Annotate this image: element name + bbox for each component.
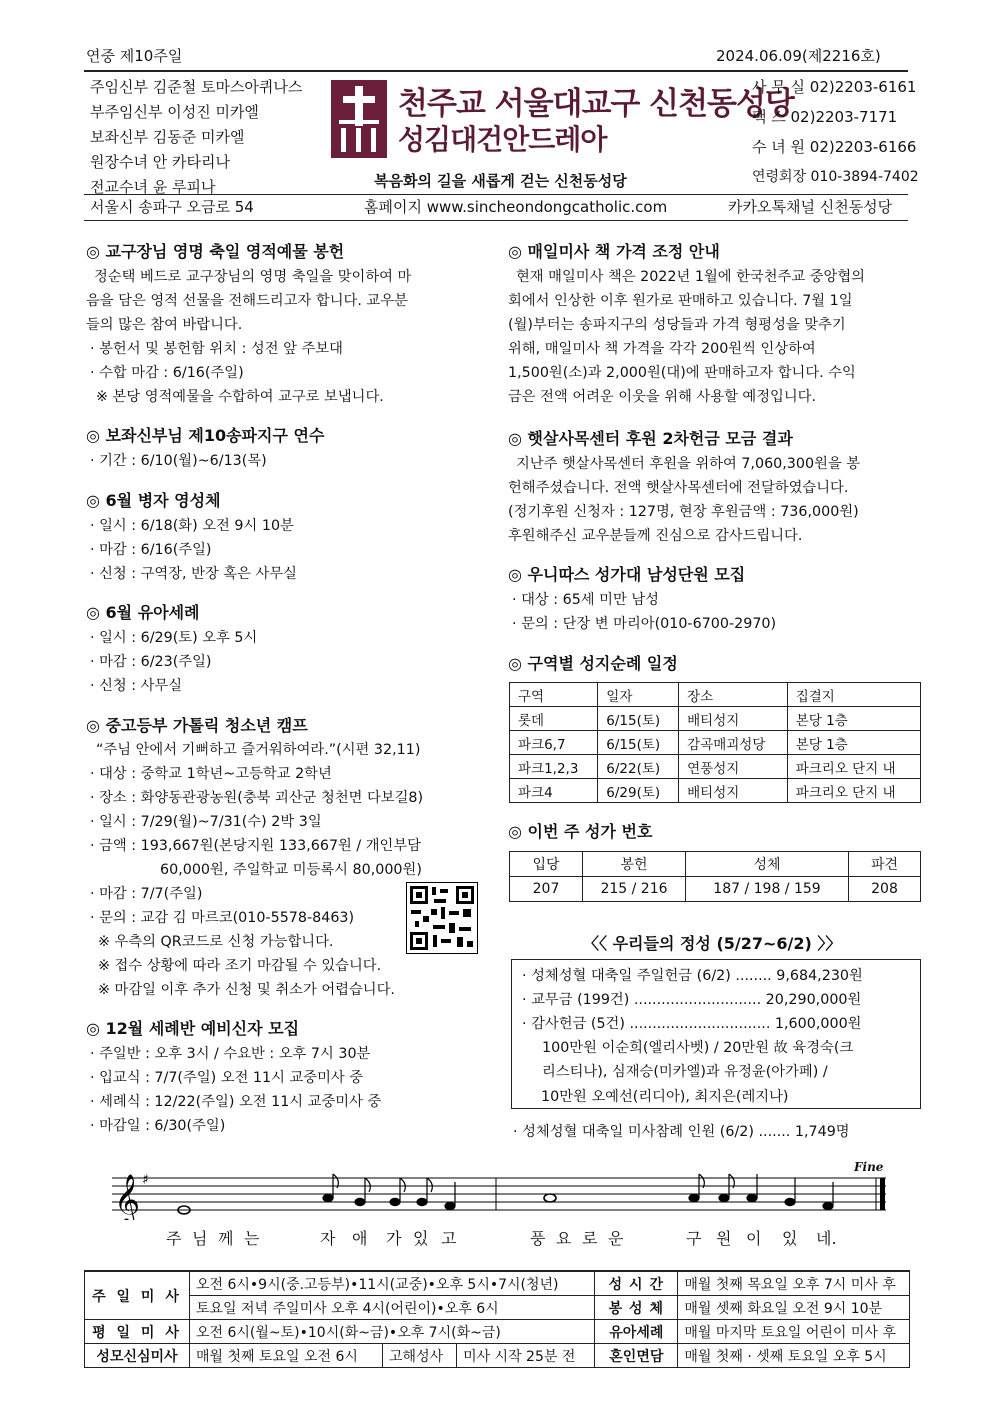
staff-item: 주임신부 김준철 토마스아퀴나스 [90,78,303,96]
table-row [85,1344,910,1368]
body-line: ※ 접수 상황에 따라 조기 마감될 수 있습니다. [98,958,382,974]
staff-list [90,75,302,200]
body-line: · 주일반 : 오후 3시 / 수요반 : 오후 7시 30분 [90,1046,371,1062]
table-cell: 187 / 198 / 159 [686,877,849,902]
contact-item: 팩 스 02)2203-7171 [752,108,898,126]
table-row [510,755,921,779]
table-cell: 6/22(토) [598,755,679,779]
table-cell: 207 [510,877,583,902]
offering-item: · 교무금 (199건) ............................ 20,290,000원 [522,992,862,1008]
schedule-label: 평 일 미 사 [85,1320,190,1344]
section-title: ◎ 우니따스 성가대 남성단원 모집 [508,565,746,584]
section-body [512,588,776,636]
section-body [90,514,297,586]
lyric-syllable: 풍 [530,1229,546,1248]
body-line: ※ 우측의 QR코드로 신청 가능합니다. [98,934,334,950]
table-row [85,1271,910,1296]
staff-item: 보좌신부 김동준 미카엘 [90,128,245,146]
body-line: · 입교식 : 7/7(주일) 오전 11시 교중미사 중 [90,1070,364,1086]
table-cell: 배티성지 [679,707,788,731]
table-cell: 215 / 216 [583,877,686,902]
table-row [510,731,921,755]
table-header: 장소 [679,683,788,707]
lyric-syllable: 구 [686,1229,702,1248]
section-title: ◎ 교구장님 영명 축일 영적예물 봉헌 [86,242,345,261]
body-line: · 일시 : 6/29(토) 오후 5시 [90,630,258,646]
table-cell: 감곡매괴성당 [679,731,788,755]
body-line: · 신청 : 구역장, 반장 혹은 사무실 [90,566,297,582]
offering-title: 〈〈 우리들의 정성 (5/27~6/2) 〉〉 [583,934,842,953]
offering-item: · 감사헌금 (5건) ............................... 1,600,000원 [522,1016,862,1032]
table-cell: 파크리오 단지 내 [787,755,920,779]
section-body [86,265,486,409]
section-title: ◎ 중고등부 가톨릭 청소년 캠프 [86,716,308,735]
hymn-table [509,851,921,902]
church-logo [331,80,387,158]
body-line: 1,500원(소)과 2,000원(대)에 판매하고자 합니다. 수익 [508,365,856,381]
body-line: 지난주 햇살사목센터 후원을 위하여 7,060,300원을 봉 [516,456,861,472]
contact-item: 연령회장 010-3894-7402 [752,169,919,185]
week-label: 연중 제10주일 [86,47,183,65]
section-title: ◎ 매일미사 책 가격 조정 안내 [508,242,720,261]
body-line: · 금액 : 193,667원(본당지원 133,667원 / 개인부담 [90,838,421,854]
body-line: · 마감일 : 6/30(주일) [90,1118,226,1134]
section-title: ◎ 6월 유아세례 [86,603,200,622]
fine-label: Fine [854,1160,884,1174]
offering-item: 10만원 오예선(리디아), 최지은(레지나) [541,1089,789,1105]
table-cell: 파크리오 단지 내 [787,779,920,803]
lyric-syllable: 자 [320,1229,336,1248]
table-cell: 6/15(토) [598,731,679,755]
body-line: 60,000원, 주일학교 미등록시 80,000원) [160,862,422,878]
schedule-label: 혼인면담 [595,1344,678,1368]
body-line: · 문의 : 단장 변 마리아(010-6700-2970) [512,616,777,632]
section-body [508,265,865,409]
staff-item: 원장수녀 안 카타리나 [90,153,230,171]
contact-list [752,72,919,192]
table-header: 파견 [849,852,921,877]
body-line: 금은 전액 어려운 이웃을 위해 사용할 예정입니다. [508,389,817,405]
section-title: ◎ 햇살사목센터 후원 2차헌금 모금 결과 [508,429,793,448]
lyric-syllable: 님 [192,1229,208,1248]
body-line: 들의 많은 참여 바랍니다. [86,317,243,333]
table-cell: 파크6,7 [510,731,598,755]
body-line: · 장소 : 화양동관광농원(충북 괴산군 청천면 다보길8) [90,790,424,806]
lyric-syllable: 로 [582,1229,598,1248]
schedule-value: 오전 6시(월~토)•10시(화~금)•오후 7시(화~금) [190,1320,595,1344]
body-line: 정순택 베드로 교구장님의 영명 축일을 맞이하여 마 [94,269,412,285]
schedule-table [84,1270,910,1368]
table-row [510,877,921,902]
body-line: ※ 본당 영적예물을 수합하여 교구로 보냅니다. [96,389,384,405]
table-cell: 6/29(토) [598,779,679,803]
section-body [90,626,257,698]
lyric-syllable: 는 [244,1229,260,1248]
section-body [90,1042,381,1138]
body-line: 위해, 매일미사 책 가격을 각각 200원씩 인상하여 [508,341,816,357]
address: 서울시 송파구 오금로 54 [90,198,254,216]
table-header: 집결지 [787,683,920,707]
table-cell: 본당 1층 [787,707,920,731]
table-cell: 롯데 [510,707,598,731]
offering-item: · 성체성혈 대축일 주일헌금 (6/2) ........ 9,684,230원 [522,968,863,984]
staff-item: 부주임신부 이성진 미카엘 [90,103,259,121]
body-line: 현재 매일미사 책은 2022년 1월에 한국천주교 중앙협의 [516,269,865,285]
schedule-value: 오전 6시•9시(중.고등부)•11시(교중)•오후 5시•7시(청년) [190,1271,595,1296]
qr-code[interactable] [406,882,478,954]
table-cell: 파크4 [510,779,598,803]
church-subtitle: 성김대건안드레아 [398,123,607,156]
schedule-label: 성모신심미사 [85,1344,190,1368]
table-cell: 배티성지 [679,779,788,803]
schedule-label: 유아세례 [595,1320,678,1344]
lyric-syllable: 네. [816,1229,837,1248]
table-header-row [510,852,921,877]
lyric-syllable: 께 [218,1229,234,1248]
offering-item: 100만원 이순희(엘리사벳) / 20만원 故 육경숙(크 [542,1040,854,1056]
body-line: “주님 안에서 기뻐하고 즐거워하여라.”(시편 32,11) [96,742,421,758]
body-line: · 봉헌서 및 봉헌함 위치 : 성전 앞 주보대 [90,341,343,357]
lyric-syllable: 가 [386,1229,402,1248]
offering-item: 리스티나), 심재승(미카엘)과 유정윤(아가페) / [542,1064,828,1080]
schedule-value: 매월 셋째 화요일 오전 9시 10분 [678,1296,910,1320]
section-body [508,452,860,548]
body-line: ※ 마감일 이후 추가 신청 및 취소가 어렵습니다. [98,982,395,998]
lyric-syllable: 있 [413,1229,429,1248]
treble-clef-icon: 𝄞 [114,1174,141,1220]
table-cell: 6/15(토) [598,707,679,731]
attendance-line: · 성체성혈 대축일 미사참례 인원 (6/2) ....... 1,749명 [513,1124,850,1140]
schedule-value: 매월 첫째 토요일 오전 6시 [190,1344,383,1368]
table-header: 일자 [598,683,679,707]
lyric-syllable: 주 [166,1229,182,1248]
schedule-label: 주 일 미 사 [85,1271,190,1320]
lyric-syllable: 있 [782,1229,798,1248]
table-cell: 연풍성지 [679,755,788,779]
contact-item: 사 무 실 02)2203-6161 [752,78,917,96]
schedule-label: 봉 성 체 [595,1296,678,1320]
pilgrimage-table [509,682,921,803]
music-staff [110,1160,890,1220]
staff-item: 전교수녀 윤 루피나 [90,178,216,196]
body-line: · 세례식 : 12/22(주일) 오전 11시 교중미사 중 [90,1094,382,1110]
section-title: ◎ 보좌신부님 제10송파지구 연수 [86,426,325,445]
body-line: 회에서 인상한 이후 원가로 판매하고 있습니다. 7월 1일 [508,293,853,309]
body-line: 후원해주신 교우분들께 진심으로 감사드립니다. [508,528,803,544]
schedule-value: 미사 시작 25분 전 [457,1344,595,1368]
body-line: · 수합 마감 : 6/16(주일) [90,365,244,381]
lyric-syllable: 고 [441,1229,457,1248]
body-line: 음을 담은 영적 선물을 전해드리고자 합니다. 교우분 [86,293,408,309]
body-line: (정기후원 신청자 : 127명, 현장 후원금액 : 736,000원) [508,504,859,520]
table-header: 구역 [510,683,598,707]
body-line: · 마감 : 7/7(주일) [90,886,203,902]
issue-date: 2024.06.09(제2216호) [716,47,881,65]
table-cell: 파크1,2,3 [510,755,598,779]
lyrics [110,1226,890,1250]
table-row [85,1296,910,1320]
schedule-value: 매월 마지막 토요일 어린이 미사 후 [678,1320,910,1344]
section-title: ◎ 12월 세례반 예비신자 모집 [86,1019,300,1038]
body-line: · 신청 : 사무실 [90,678,183,694]
body-line: · 마감 : 6/16(주일) [90,542,212,558]
body-line: · 일시 : 7/29(월)~7/31(수) 2박 3일 [90,814,322,830]
section-body [90,738,423,1002]
table-header: 봉헌 [583,852,686,877]
schedule-label: 성 시 간 [595,1271,678,1296]
contact-item: 수 녀 원 02)2203-6166 [752,138,917,156]
homepage-link[interactable]: 홈페이지 www.sincheondongcatholic.com [364,198,668,216]
body-line: · 대상 : 65세 미만 남성 [512,592,659,608]
body-line: · 기간 : 6/10(월)~6/13(목) [90,453,267,469]
church-title: 천주교 서울대교구 신천동성당 [398,86,794,122]
body-line: · 마감 : 6/23(주일) [90,654,212,670]
table-header: 입당 [510,852,583,877]
schedule-value: 매월 첫째 목요일 오후 7시 미사 후 [678,1271,910,1296]
body-line: · 문의 : 교감 김 마르코(010-5578-8463) [90,910,355,926]
section-body [90,449,267,473]
table-cell: 본당 1층 [787,731,920,755]
lyric-syllable: 요 [556,1229,572,1248]
lyric-syllable: 애 [352,1229,368,1248]
sharp-icon: ♯ [142,1172,149,1188]
body-line: · 일시 : 6/18(화) 오전 9시 10분 [90,518,294,534]
section-title: ◎ 구역별 성지순례 일정 [508,654,678,673]
lyric-syllable: 원 [716,1229,732,1248]
schedule-value: 토요일 저녁 주일미사 오후 4시(어린이)•오후 6시 [190,1296,595,1320]
schedule-value: 고해성사 [383,1344,457,1368]
table-row [85,1320,910,1344]
schedule-value: 매월 첫째 · 셋째 토요일 오후 5시 [678,1344,910,1368]
table-row [510,779,921,803]
lyric-syllable: 운 [608,1229,624,1248]
body-line: 헌해주셨습니다. 전액 햇살사목센터에 전달하였습니다. [508,480,849,496]
body-line: · 대상 : 중학교 1학년~고등학교 2학년 [90,766,332,782]
table-header-row [510,683,921,707]
section-title: ◎ 이번 주 성가 번호 [508,822,653,841]
body-line: (월)부터는 송파지구의 성당들과 가격 형평성을 맞추기 [508,317,846,333]
section-title: ◎ 6월 병자 영성체 [86,491,221,510]
music-score [110,1160,890,1260]
kakao-channel: 카카오톡채널 신천동성당 [728,198,893,216]
lyric-syllable: 이 [746,1229,762,1248]
slogan: 복음화의 길을 새롭게 걷는 신천동성당 [374,172,627,190]
table-header: 성체 [686,852,849,877]
table-cell: 208 [849,877,921,902]
table-row [510,707,921,731]
